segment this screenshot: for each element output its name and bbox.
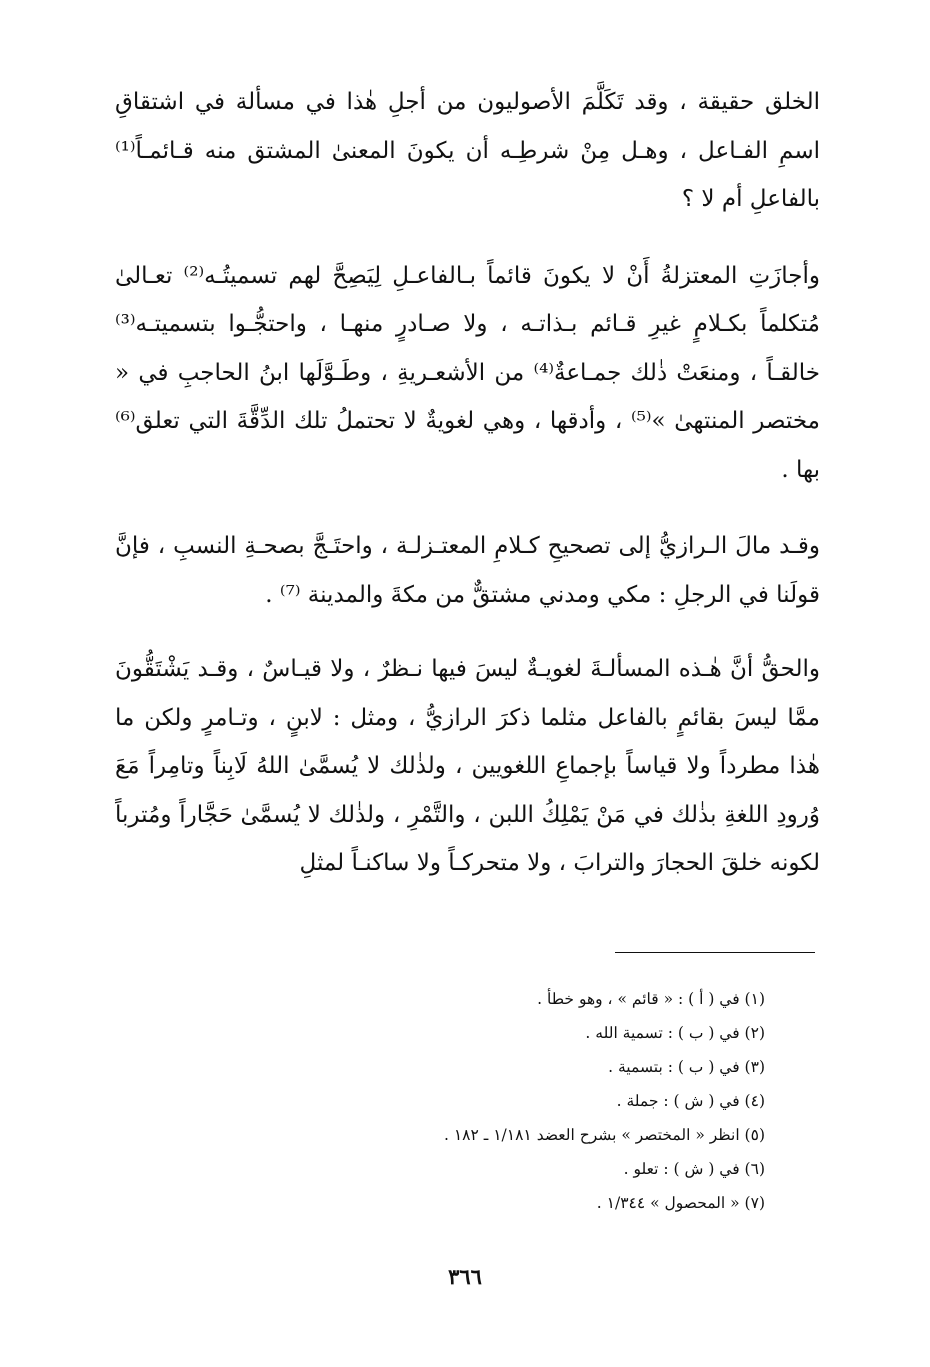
footnote-6: (٦) في ( ش ) : تعلو .	[623, 1160, 765, 1178]
paragraph-4: والحقُّ أنَّ هٰـذه المسألـةَ لغويـةٌ ليسَ فيها نـظرٌ ، ولا قيـاسٌ ، وقـد يَشْتَقُّونَ ممَّا ليسَ بقائمٍ بالفاعل مثلما ذكرَ الرازيُّ ، ومثل : لابنٍ ، وتـامرٍ ولكن ما هٰذا مطرداً ولا قياساً بإجماعِ اللغويين ، ولذٰلك لا يُسمَّىٰ اللهُ لَابِناً وتامِراً مَعَ وُرودِ اللغةِ بذٰلك في مَنْ يَمْلِكُ اللبن ، والتَّمْرِ ، ولذٰلك لا يُسمَّىٰ حَجَّاراً ومُترباً لكونه خلقَ الحجارَ والترابَ ، ولا متحركـاً ولا ساكنـاً لمثلِ	[115, 656, 820, 876]
footnote-2: (٢) في ( ب ) : تسمية الله .	[585, 1024, 765, 1042]
footnote-separator	[615, 952, 815, 953]
paragraph-2: وأجازَتِ المعتزلةُ أَنْ لا يكونَ قائماً بـالفاعـلِ لِيَصِحَّ لهم تسميتُـه⁽²⁾ تعـالىٰ مُتكلماً بكـلامٍ غيرِ قـائم بـذاتـه ، ولا صـادرٍ منهـا ، واحتجُّـوا بتسميتـه⁽³⁾ خالقـاً ، ومنعَتْ ذٰلك جمـاعةٌ⁽⁴⁾ من الأشعـريةِ ، وطَـوَّلَها ابنُ الحاجبِ في « مختصر المنتهىٰ »⁽⁵⁾ ، وأدقها ، وهي لغويةٌ لا تحتملُ تلك الدِّقَّةَ التي تعلق⁽⁶⁾ بها .	[115, 262, 820, 483]
paragraph-1: الخلق حقيقة ، وقد تَكَلَّمَ الأصوليون من أجلِ هٰذا في مسألة في اشتقاقِ اسمِ الفـاعل ، وهـل مِنْ شرطِـه أن يكونَ المعنىٰ المشتق منه قـائمـاً⁽¹⁾ بالفاعلِ أم لا ؟	[115, 89, 820, 212]
footnote-3: (٣) في ( ب ) : بتسمية .	[608, 1058, 765, 1076]
main-text	[115, 78, 820, 888]
page-number: ٣٦٦	[448, 1264, 482, 1289]
footnotes	[205, 982, 765, 1220]
paragraph-3: وقـد مالَ الـرازيُّ إلى تصحيحِ كـلامِ المعتـزلـة ، واحتَـجَّ بصحـةِ النسبِ ، فإنَّ قولَنا في الرجلِ : مكي ومدني مشتقٌّ من مكةَ والمدينة ⁽⁷⁾ .	[115, 533, 820, 608]
footnote-4: (٤) في ( ش ) : جملة .	[616, 1092, 765, 1110]
footnote-5: (٥) انظر « المختصر » بشرح العضد ١/١٨١ ـ ١٨٢ .	[443, 1126, 765, 1144]
footnote-7: (٧) « المحصول » ١/٣٤٤ .	[596, 1194, 765, 1212]
footnote-1: (١) في ( أ ) : « قائم » ، وهو خطأ .	[537, 990, 765, 1008]
